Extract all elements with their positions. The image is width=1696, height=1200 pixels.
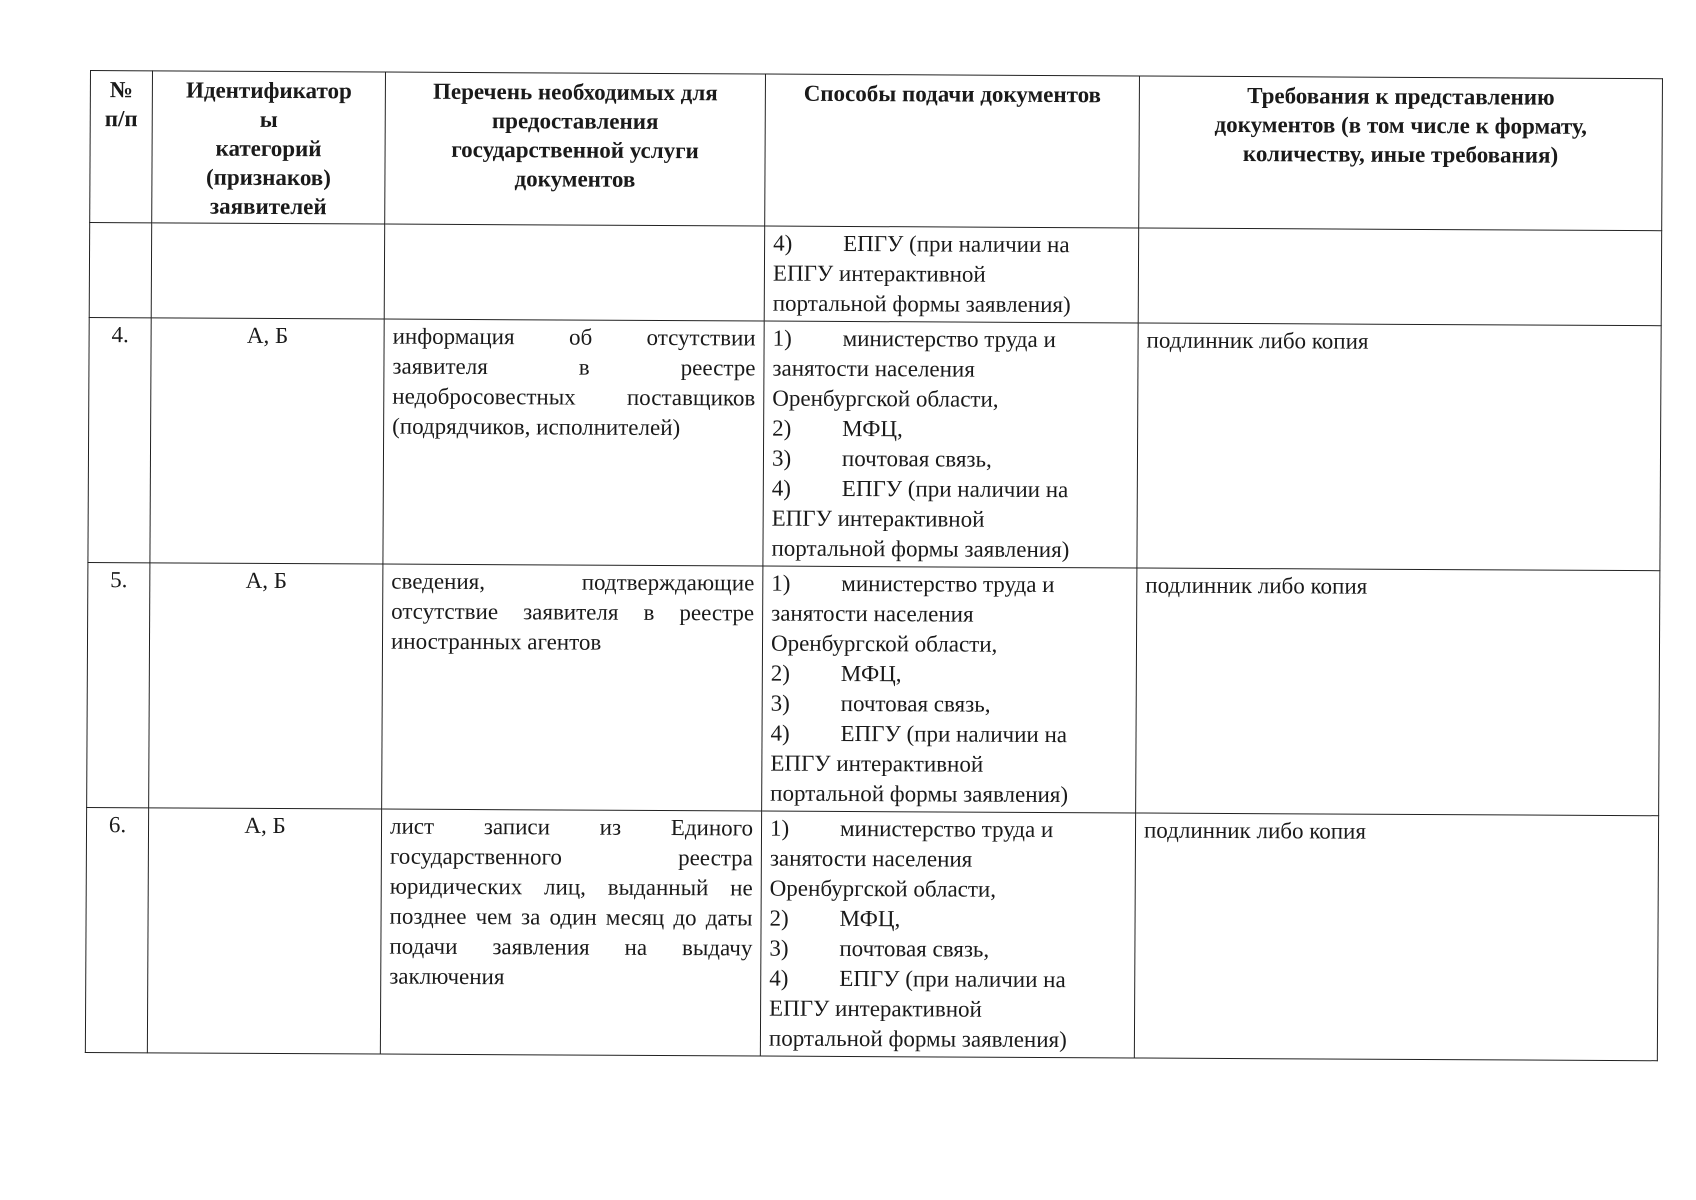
method-item: 1) министерство труда и (769, 815, 1054, 843)
document-sheet (85, 70, 1662, 1061)
method-item: 4) ЕПГУ (при наличии на (770, 720, 1068, 748)
table-row-continuation (89, 223, 1661, 326)
cell-num: 6. (85, 807, 148, 1052)
method-item: 1) министерство труда и (772, 325, 1056, 353)
cell-ident: А, Б (150, 318, 384, 564)
cell-list: информация об отсутствии заявителя в реестре недобросовестных поставщиков (подрядчиков, исполнителей) (383, 319, 764, 566)
table-header-row (90, 71, 1663, 231)
table-row (85, 807, 1658, 1060)
method-item: 3) почтовая связь, (770, 690, 991, 717)
cell-list: сведения, подтверждающие отсутствие заявителя в реестре иностранных агентов (382, 564, 763, 811)
method-item: 4) ЕПГУ (при наличии на (771, 475, 1069, 503)
header-method: Способы подачи документов (765, 74, 1140, 228)
method-item: 3) почтовая связь, (771, 445, 992, 472)
cell-num: 4. (88, 317, 151, 562)
header-list: Перечень необходимых для предоставления государственной услуги документов (385, 72, 766, 226)
cell-req (1138, 228, 1661, 326)
cell-method: 1) министерство труда и занятости населения Оренбургской области, 2) МФЦ, 3) почтовая связь, 4) ЕПГУ (при наличии на ЕПГУ интерактивной портальной формы заявления) (760, 811, 1135, 1058)
method-item: 2) МФЦ, (769, 905, 901, 932)
header-ident: Идентификатор ы категорий (признаков) заявителей (152, 71, 386, 224)
table-row (87, 562, 1660, 815)
cell-method: 1) министерство труда и занятости населения Оренбургской области, 2) МФЦ, 3) почтовая связь, 4) ЕПГУ (при наличии на ЕПГУ интерактивной портальной формы заявления) (763, 321, 1138, 568)
method-item: 3) почтовая связь, (769, 935, 990, 962)
method-item: 4) ЕПГУ (при наличии на (773, 230, 1070, 258)
cell-req: подлинник либо копия (1134, 813, 1658, 1061)
method-item: 1) министерство труда и (771, 570, 1055, 598)
cell-method: 4) ЕПГУ (при наличии на ЕПГУ интерактивной портальной формы заявления) (764, 226, 1138, 323)
cell-num (89, 223, 151, 318)
cell-req: подлинник либо копия (1136, 568, 1660, 816)
cell-list (384, 224, 764, 321)
method-item: 2) МФЦ, (770, 660, 902, 687)
cell-num: 5. (87, 562, 150, 807)
cell-ident: А, Б (149, 563, 383, 809)
cell-req: подлинник либо копия (1137, 323, 1661, 571)
header-num: № п/п (90, 71, 153, 223)
cell-ident (151, 223, 384, 319)
method-item: 4) ЕПГУ (при наличии на (769, 965, 1066, 993)
header-req: Требования к представлению документов (в том числе к формату, количеству, иные требования) (1139, 76, 1663, 231)
method-item: 2) МФЦ, (772, 415, 903, 442)
cell-ident: А, Б (147, 808, 381, 1054)
cell-method: 1) министерство труда и занятости населения Оренбургской области, 2) МФЦ, 3) почтовая связь, 4) ЕПГУ (при наличии на ЕПГУ интерактивной портальной формы заявления) (762, 566, 1137, 813)
cell-list: лист записи из Единого государственного реестра юридических лиц, выданный не позднее чем за один месяц до даты подачи заявления на выдачу заключения (380, 809, 761, 1056)
documents-table (85, 70, 1663, 1061)
table-row (88, 317, 1661, 570)
